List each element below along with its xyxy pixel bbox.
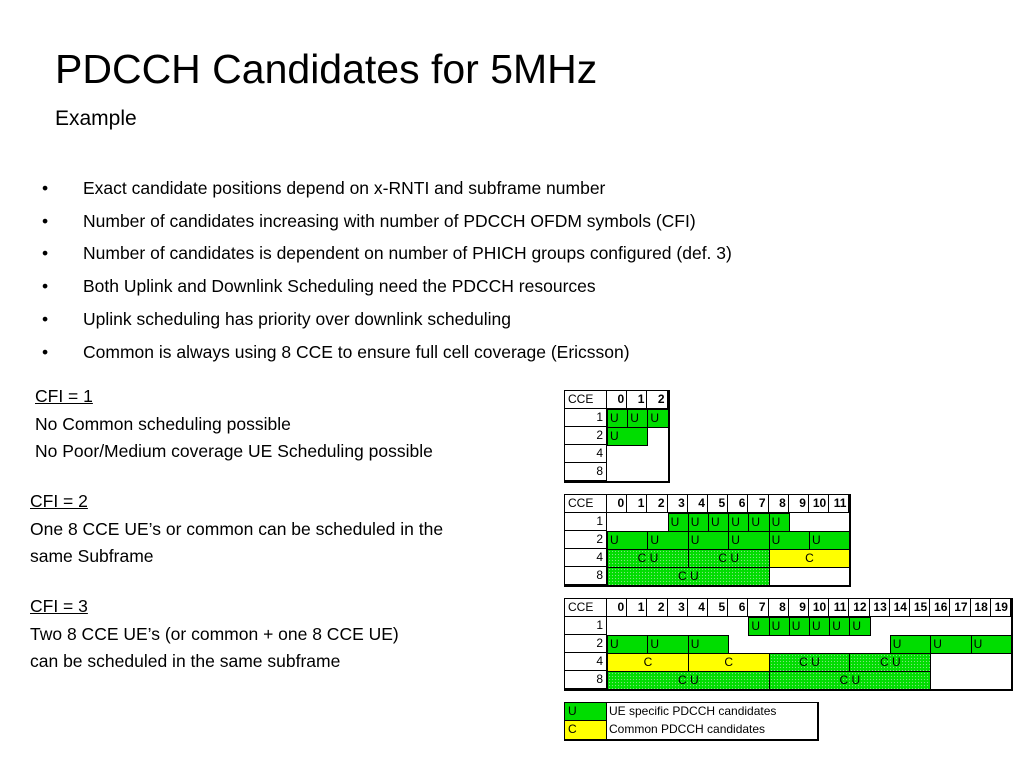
- cce-index-header: 3: [668, 599, 688, 617]
- ue-specific-candidate: U: [607, 635, 648, 654]
- ue-specific-candidate: U: [668, 513, 689, 532]
- aggregation-level-label: 8: [565, 463, 607, 481]
- ue-specific-candidate: U: [769, 513, 790, 532]
- cce-index-header: 4: [688, 495, 708, 513]
- cce-index-header: 13: [870, 599, 890, 617]
- ue-specific-candidate: U: [748, 513, 769, 532]
- ue-specific-candidate: U: [789, 617, 810, 636]
- ue-specific-candidate: U: [769, 617, 790, 636]
- cfi2-note: [30, 488, 443, 571]
- ue-specific-candidate: U: [930, 635, 971, 654]
- common-and-ue-candidate: C U: [849, 653, 931, 672]
- cce-index-header: 17: [950, 599, 970, 617]
- cce-index-header: 11: [829, 495, 849, 513]
- cce-index-header: 0: [607, 599, 627, 617]
- cce-index-header: 2: [647, 391, 667, 409]
- common-and-ue-candidate: C U: [607, 549, 689, 568]
- bullet-item: [42, 172, 732, 205]
- cce-index-header: 18: [971, 599, 991, 617]
- aggregation-level-label: 4: [565, 445, 607, 463]
- ue-specific-candidate: U: [971, 635, 1012, 654]
- cce-index-header: 14: [890, 599, 910, 617]
- common-and-ue-candidate: C U: [769, 653, 851, 672]
- cce-index-header: 15: [910, 599, 930, 617]
- cce-index-header: 3: [668, 495, 688, 513]
- ue-specific-candidate: U: [627, 409, 648, 428]
- aggregation-level-label: 1: [565, 513, 607, 531]
- bullet-text: Common is always using 8 CCE to ensure full cell coverage (Ericsson): [83, 341, 630, 362]
- cfi2-line: One 8 CCE UE’s or common can be scheduled in the: [30, 518, 444, 539]
- cfi1-note: [35, 383, 433, 466]
- ue-specific-candidate: U: [688, 513, 709, 532]
- cce-index-header: 0: [607, 391, 627, 409]
- aggregation-level-label: 2: [565, 427, 607, 445]
- legend-common-label: Common PDCCH candidates: [609, 722, 766, 736]
- legend: [564, 702, 819, 741]
- ue-specific-candidate: U: [607, 427, 648, 446]
- cce-index-header: 16: [930, 599, 950, 617]
- cce-index-header: 10: [809, 599, 829, 617]
- cfi1-heading: CFI = 1: [35, 386, 93, 406]
- bullet-text: Number of candidates increasing with number of PDCCH OFDM symbols (CFI): [83, 210, 696, 231]
- ue-specific-candidate: U: [809, 617, 830, 636]
- cfi3-heading: CFI = 3: [30, 596, 88, 616]
- cce-index-header: 1: [627, 495, 647, 513]
- ue-specific-candidate: U: [809, 531, 850, 550]
- aggregation-level-label: 1: [565, 409, 607, 427]
- bullet-dot-icon: •: [42, 276, 49, 297]
- cce-index-header: 4: [688, 599, 708, 617]
- common-candidate: C: [688, 653, 770, 672]
- ue-specific-candidate: U: [607, 409, 628, 428]
- bullet-item: [42, 237, 732, 270]
- aggregation-level-label: 4: [565, 549, 607, 567]
- bullet-list: [42, 172, 732, 368]
- cce-index-header: 10: [809, 495, 829, 513]
- cfi3-line: Two 8 CCE UE’s (or common + one 8 CCE UE): [30, 623, 399, 644]
- bullet-dot-icon: •: [42, 341, 49, 362]
- cce-index-header: 8: [769, 599, 789, 617]
- ue-specific-candidate: U: [647, 635, 688, 654]
- bullet-dot-icon: •: [42, 210, 49, 231]
- cce-index-header: 6: [728, 495, 748, 513]
- cce-index-header: 19: [991, 599, 1011, 617]
- cce-index-header: 6: [728, 599, 748, 617]
- cce-index-header: 5: [708, 599, 728, 617]
- ue-specific-candidate: U: [647, 531, 688, 550]
- cce-index-header: 2: [647, 599, 667, 617]
- cfi1-cce-table: [564, 390, 670, 483]
- cce-index-header: 1: [627, 599, 647, 617]
- common-and-ue-candidate: C U: [688, 549, 770, 568]
- cce-index-header: 7: [748, 495, 768, 513]
- bullet-item: [42, 205, 732, 238]
- ue-specific-candidate: U: [647, 409, 668, 428]
- cce-corner-label: CCE: [565, 391, 607, 409]
- ue-specific-candidate: U: [890, 635, 931, 654]
- bullet-text: Both Uplink and Downlink Scheduling need the PDCCH resources: [83, 276, 596, 297]
- legend-ue-swatch: U: [565, 703, 607, 721]
- aggregation-level-label: 2: [565, 635, 607, 653]
- aggregation-level-label: 8: [565, 567, 607, 585]
- cce-index-header: 11: [829, 599, 849, 617]
- legend-common-swatch: C: [565, 721, 607, 739]
- cce-index-header: 0: [607, 495, 627, 513]
- ue-specific-candidate: U: [728, 531, 769, 550]
- aggregation-level-label: 8: [565, 671, 607, 689]
- cfi1-line: No Common scheduling possible: [35, 413, 291, 434]
- common-and-ue-candidate: C U: [607, 671, 770, 690]
- ue-specific-candidate: U: [708, 513, 729, 532]
- slide-subtitle: Example: [55, 107, 137, 130]
- cfi2-heading: CFI = 2: [30, 491, 88, 511]
- bullet-text: Uplink scheduling has priority over downlink scheduling: [83, 308, 512, 329]
- cfi2-cce-table: [564, 494, 851, 587]
- legend-ue-label: UE specific PDCCH candidates: [609, 704, 777, 718]
- cce-index-header: 8: [769, 495, 789, 513]
- cfi3-line: can be scheduled in the same subframe: [30, 651, 341, 671]
- cce-index-header: 12: [849, 599, 869, 617]
- ue-specific-candidate: U: [607, 531, 648, 550]
- bullet-text: Number of candidates is dependent on number of PHICH groups configured (def. 3): [83, 243, 732, 264]
- ue-specific-candidate: U: [728, 513, 749, 532]
- bullet-item: [42, 270, 732, 303]
- cce-index-header: 2: [647, 495, 667, 513]
- cfi2-line: same Subframe: [30, 546, 154, 566]
- ue-specific-candidate: U: [829, 617, 850, 636]
- cfi3-note: [30, 593, 399, 676]
- bullet-dot-icon: •: [42, 308, 49, 329]
- common-and-ue-candidate: C U: [607, 567, 770, 586]
- ue-specific-candidate: U: [849, 617, 870, 636]
- bullet-dot-icon: •: [42, 178, 49, 198]
- slide-title: PDCCH Candidates for 5MHz: [55, 46, 598, 92]
- cce-index-header: 1: [627, 391, 647, 409]
- common-candidate: C: [769, 549, 851, 568]
- ue-specific-candidate: U: [769, 531, 810, 550]
- ue-specific-candidate: U: [688, 531, 729, 550]
- cfi3-cce-table: [564, 598, 1013, 691]
- common-candidate: C: [607, 653, 689, 672]
- cfi1-line: No Poor/Medium coverage UE Scheduling possible: [35, 441, 433, 461]
- bullet-item: [42, 303, 732, 336]
- aggregation-level-label: 2: [565, 531, 607, 549]
- cce-index-header: 9: [789, 495, 809, 513]
- common-and-ue-candidate: C U: [769, 671, 932, 690]
- cce-index-header: 9: [789, 599, 809, 617]
- cce-corner-label: CCE: [565, 599, 607, 617]
- cce-corner-label: CCE: [565, 495, 607, 513]
- bullet-dot-icon: •: [42, 243, 49, 264]
- cce-index-header: 7: [748, 599, 768, 617]
- bullet-text: Exact candidate positions depend on x-RNTI and subframe number: [83, 178, 606, 198]
- cce-index-header: 5: [708, 495, 728, 513]
- ue-specific-candidate: U: [748, 617, 769, 636]
- ue-specific-candidate: U: [688, 635, 729, 654]
- bullet-item: [42, 336, 732, 369]
- aggregation-level-label: 4: [565, 653, 607, 671]
- aggregation-level-label: 1: [565, 617, 607, 635]
